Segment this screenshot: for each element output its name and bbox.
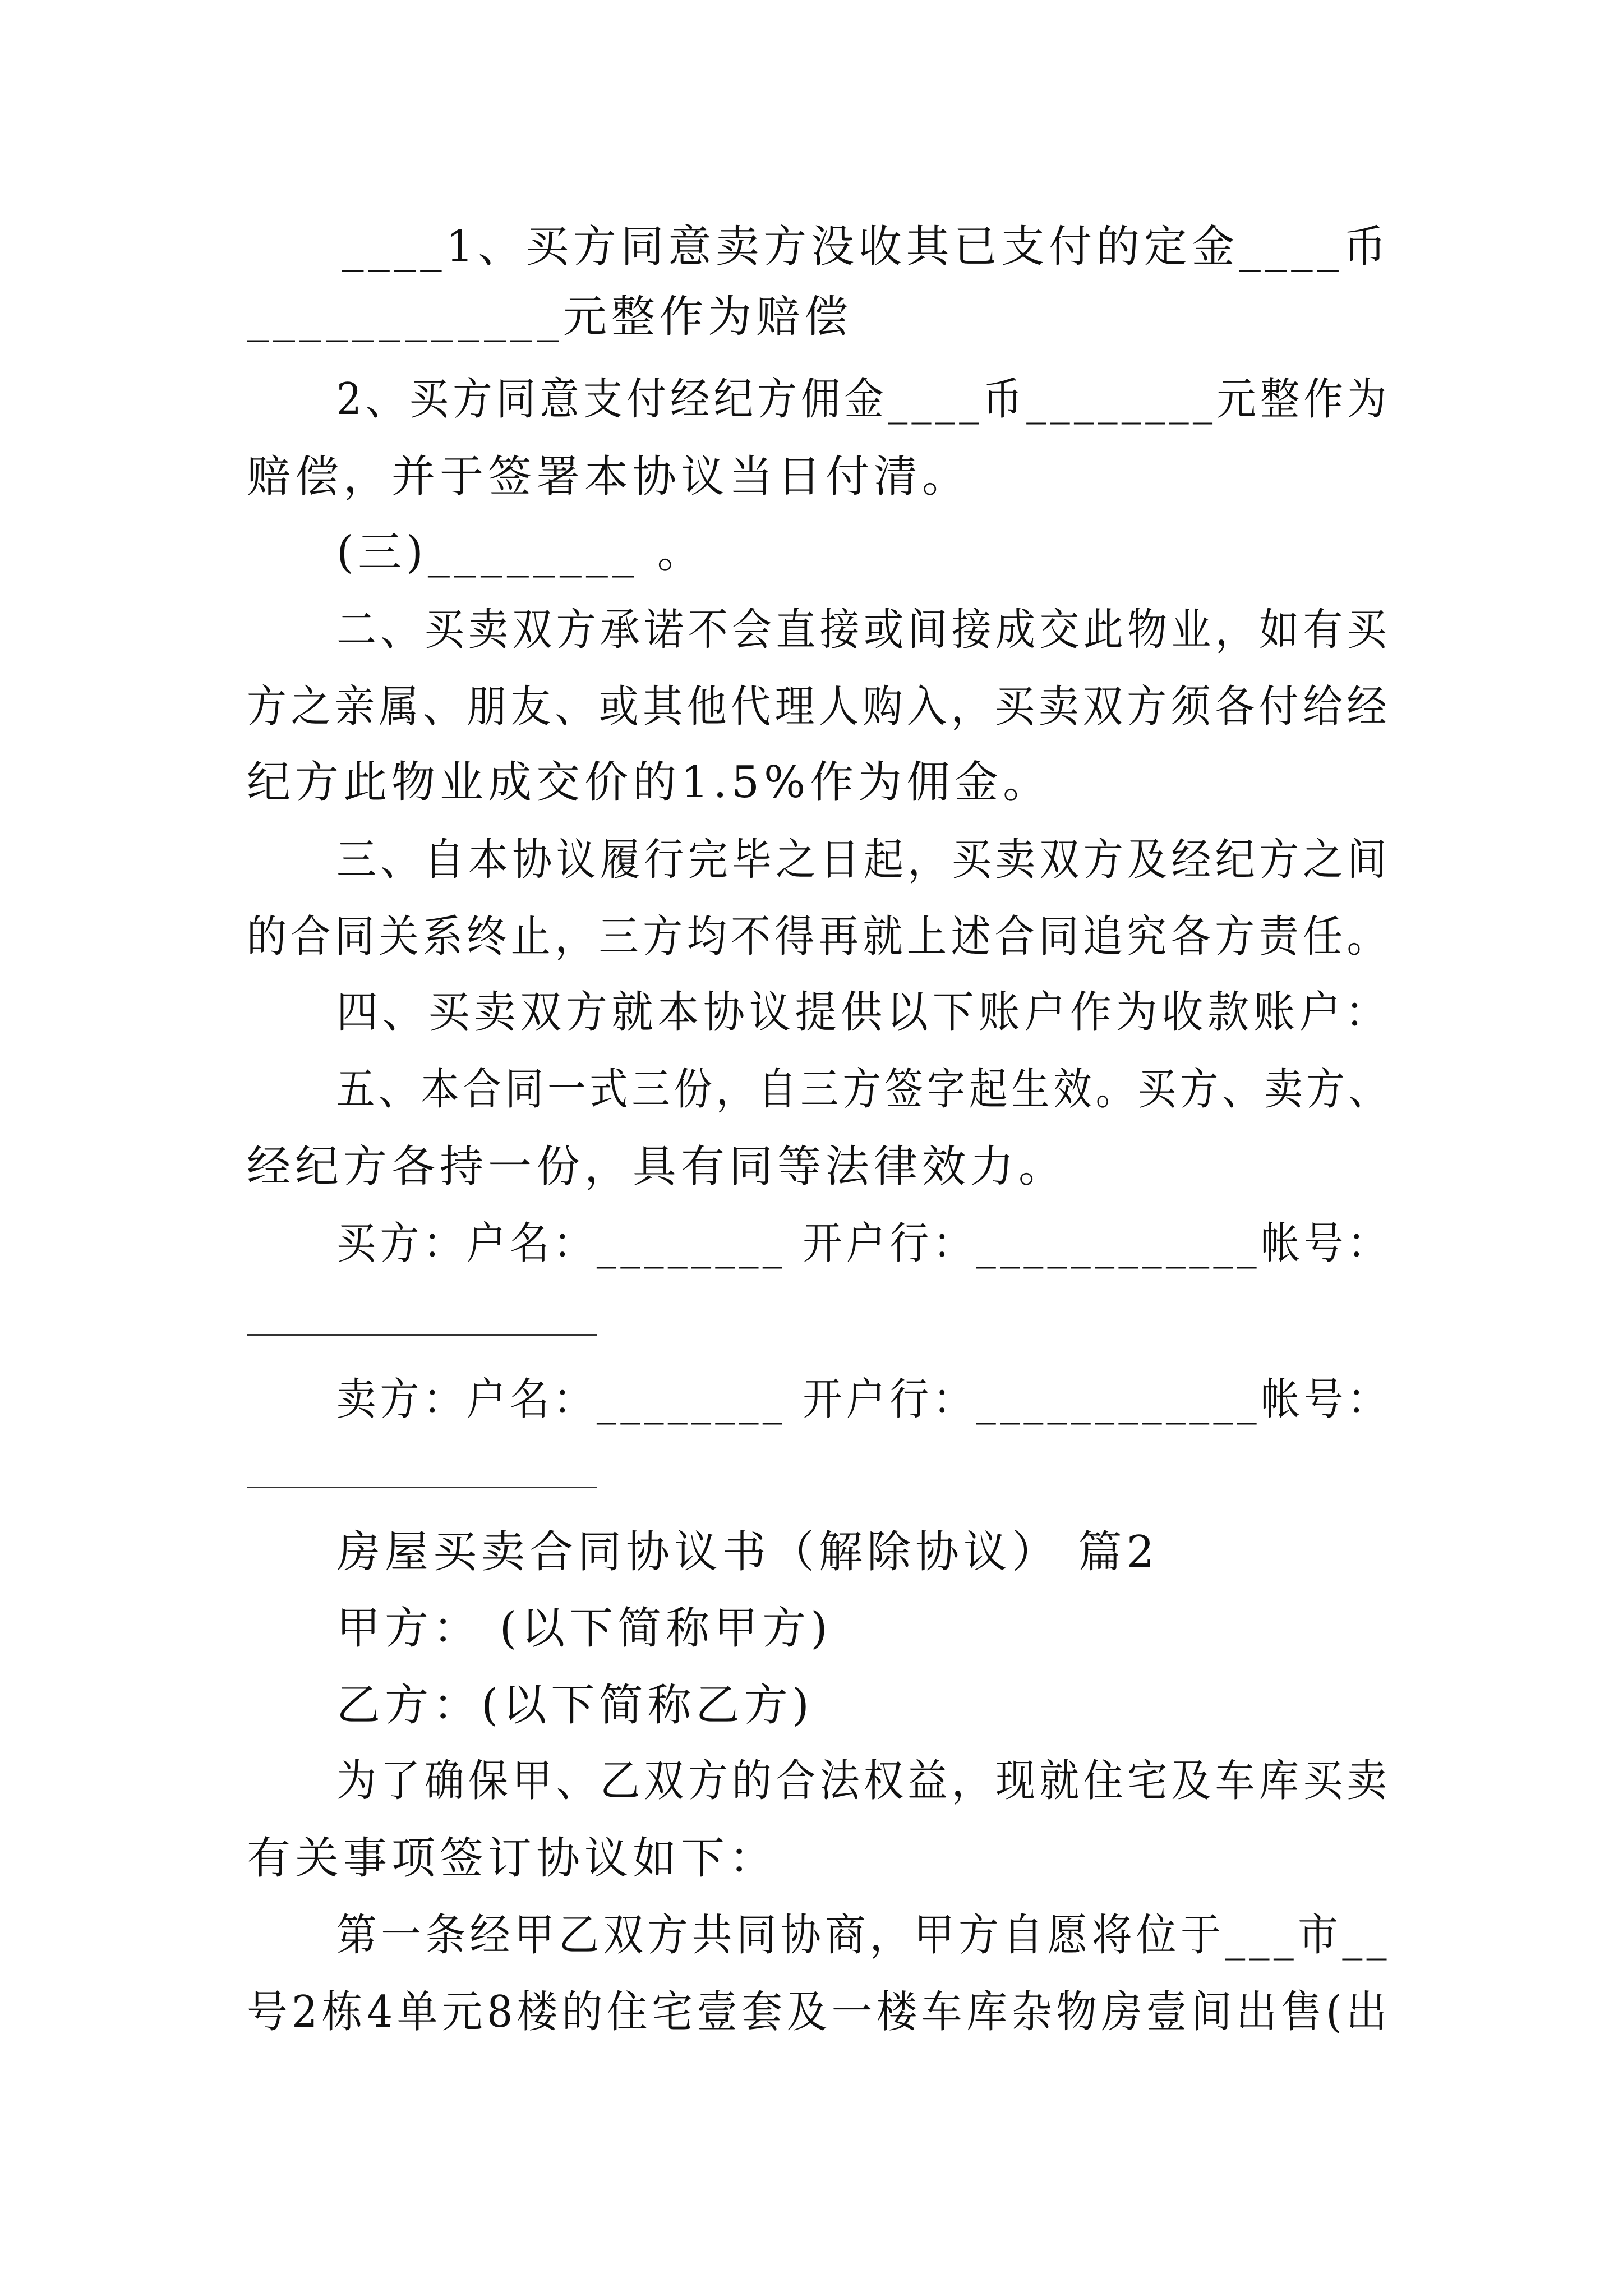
preamble-line-1: 为了确保甲、乙双方的合法权益，现就住宅及车库买卖 <box>336 1756 1391 1806</box>
clause-1-line-1: ____1、买方同意卖方没收其已支付的定金____币 <box>342 222 1391 272</box>
article-first-line-1: 第一条经甲乙双方共同协商，甲方自愿将位于___市__ <box>336 1910 1391 1961</box>
article-4: 四、买卖双方就本协议提供以下账户作为收款账户： <box>336 987 1391 1038</box>
clause-3: (三)________ 。 <box>336 527 706 578</box>
article-5-line-2: 经纪方各持一份，具有同等法律效力。 <box>247 1142 1067 1192</box>
buyer-account-line: 买方：户名：________ 开户行：____________帐号： <box>336 1218 1391 1269</box>
clause-2-line-1: 2、买方同意支付经纪方佣金____币________元整作为 <box>336 374 1391 425</box>
section-2-title: 房屋买卖合同协议书（解除协议） 篇2 <box>336 1527 1159 1577</box>
article-3-line-1: 三、自本协议履行完毕之日起，买卖双方及经纪方之间 <box>336 835 1391 885</box>
article-2-line-3: 纪方此物业成交价的1.5%作为佣金。 <box>247 757 1052 808</box>
clause-1-line-2: ____________元整作为赔偿 <box>247 292 853 342</box>
article-3-line-2: 的合同关系终止，三方均不得再就上述合同追究各方责任。 <box>247 912 1391 962</box>
article-first-line-2: 号2栋4单元8楼的住宅壹套及一楼车库杂物房壹间出售(出 <box>247 1987 1391 2037</box>
clause-2-line-2: 赔偿，并于签署本协议当日付清。 <box>247 452 971 502</box>
seller-account-line: 卖方：户名：________ 开户行：____________帐号： <box>336 1374 1391 1425</box>
party-b-line: 乙方：(以下简称乙方) <box>336 1680 814 1731</box>
article-2-line-1: 二、买卖双方承诺不会直接或间接成交此物业，如有买 <box>336 605 1391 655</box>
buyer-account-number-blank <box>247 1334 597 1336</box>
seller-account-number-blank <box>247 1487 597 1488</box>
article-5-line-1: 五、本合同一式三份，自三方签字起生效。买方、卖方、 <box>336 1064 1391 1115</box>
article-2-line-2: 方之亲属、朋友、或其他代理人购入，买卖双方须各付给经 <box>247 682 1391 732</box>
preamble-line-2: 有关事项签订协议如下： <box>247 1833 778 1884</box>
party-a-line: 甲方： (以下简称甲方) <box>336 1603 832 1654</box>
